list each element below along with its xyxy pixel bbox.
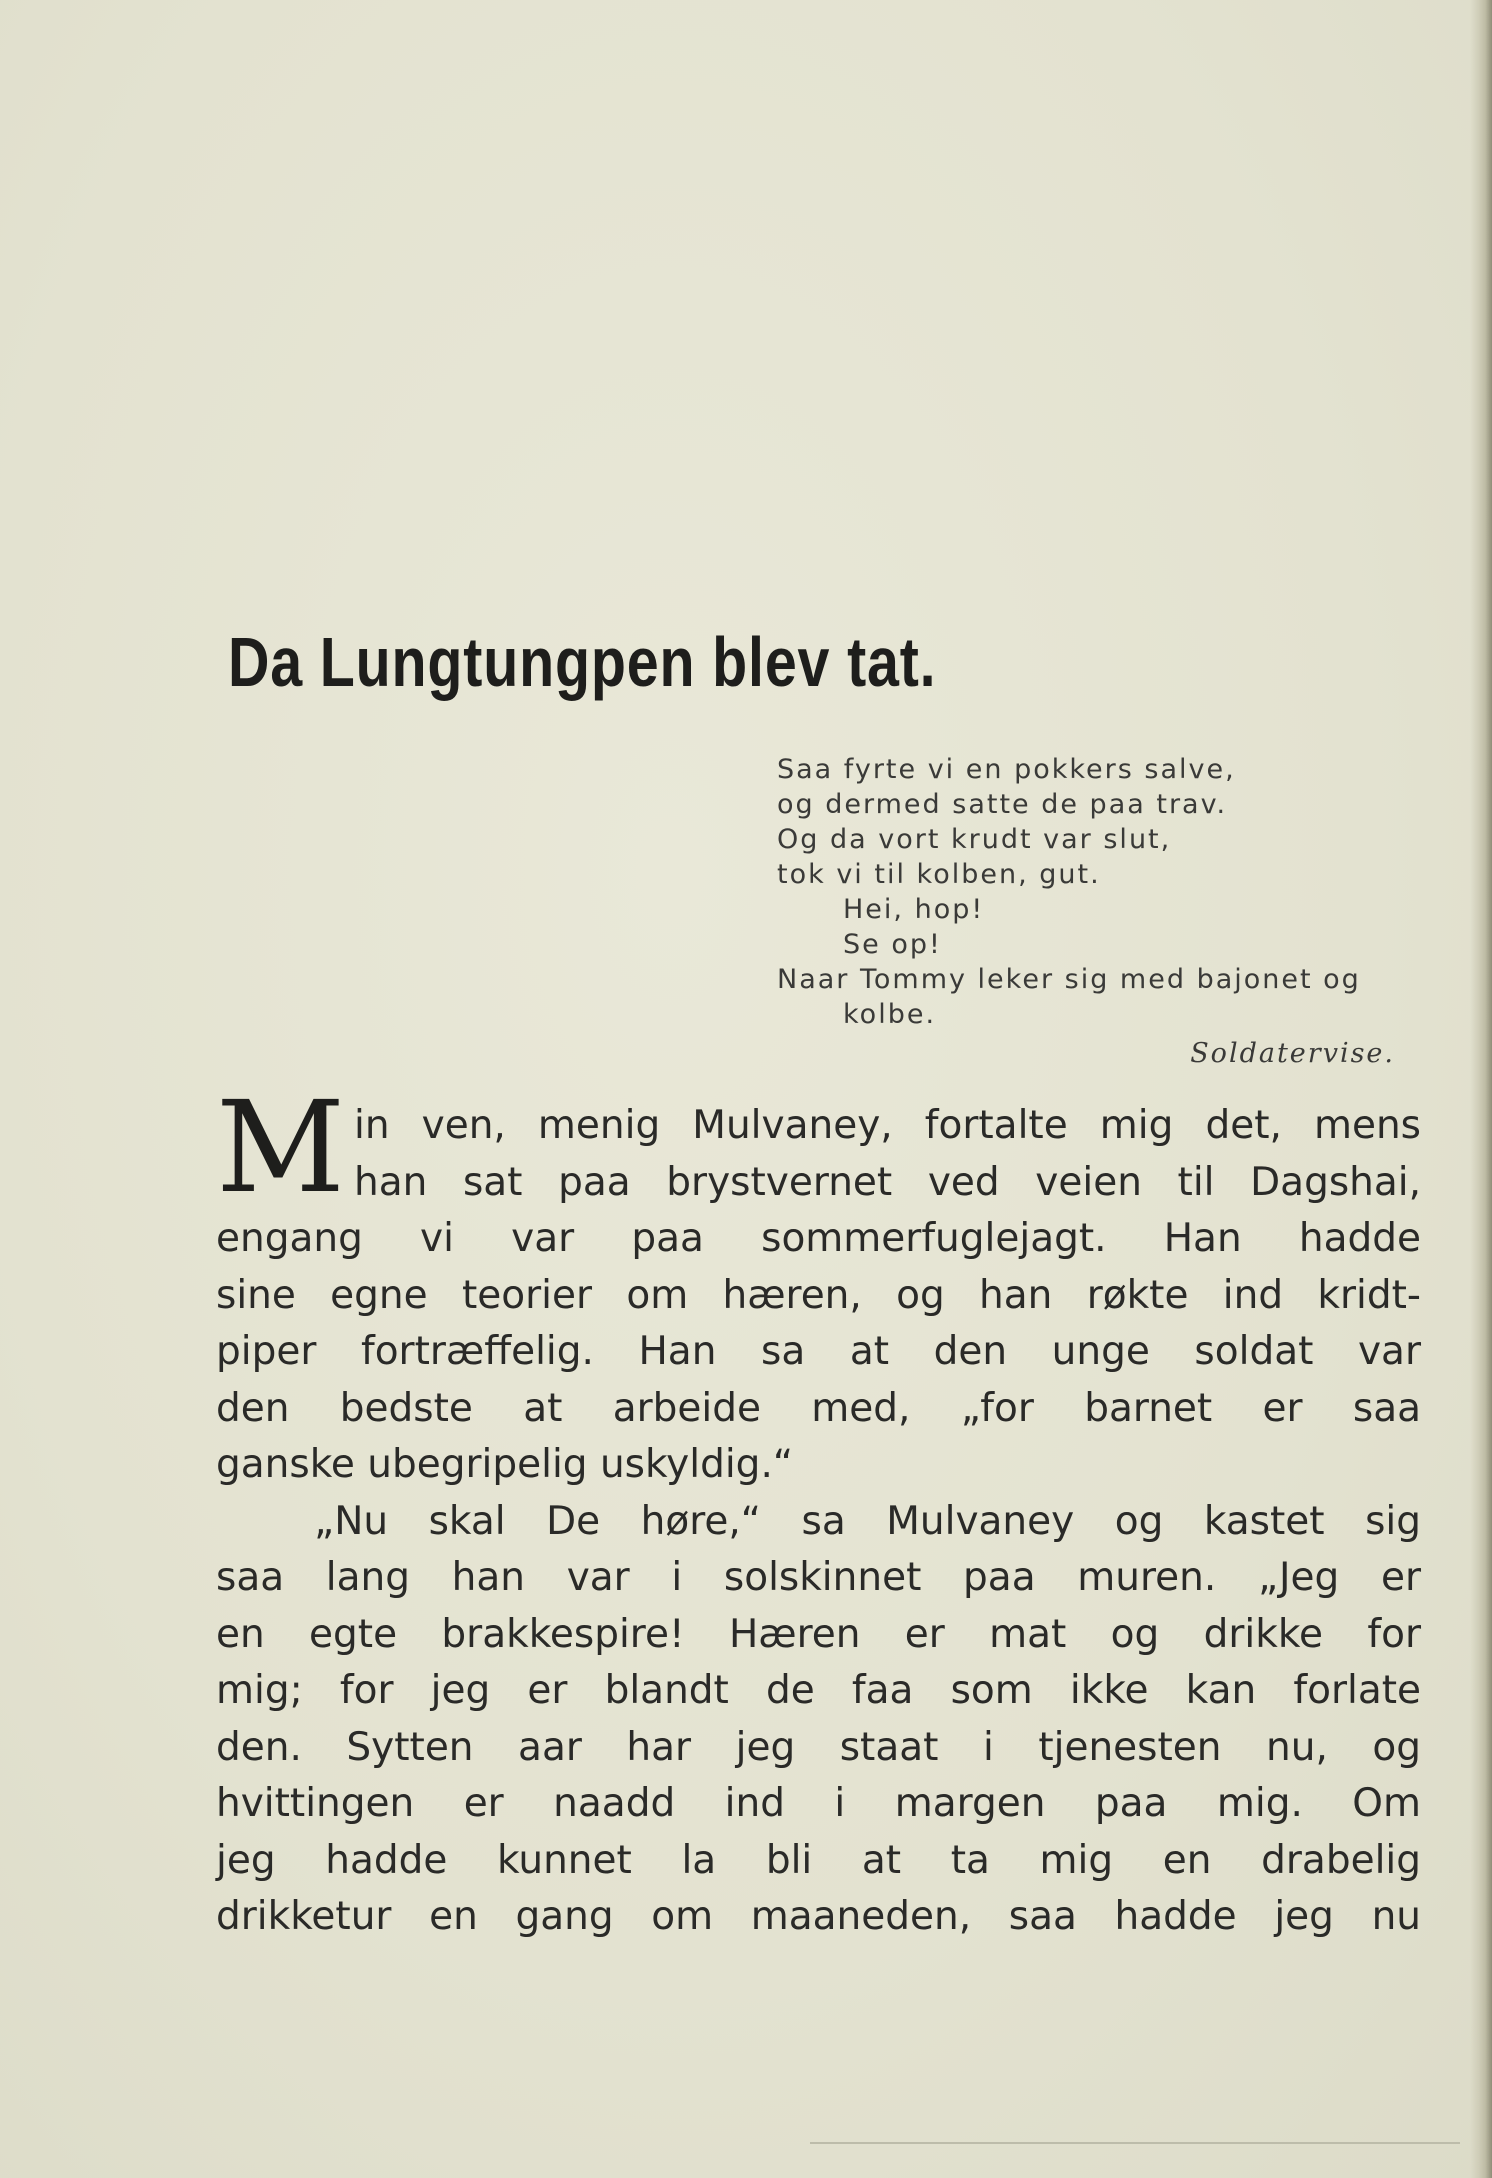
epigraph-line: Se op! [843, 929, 942, 960]
body-line: mig; for jeg er blandt de faa som ikke kan forlate [216, 1668, 1421, 1713]
epigraph-line: Hei, hop! [843, 894, 985, 925]
body-line: ganske ubegripelig uskyldig.“ [216, 1442, 794, 1487]
body-line: en egte brakkespire! Hæren er mat og drikke for [216, 1611, 1421, 1657]
epigraph-line: tok vi til kolben, gut. [777, 859, 1101, 890]
chapter-title: Da Lungtungpen blev tat. [228, 623, 937, 701]
epigraph-line: kolbe. [843, 999, 937, 1030]
body-line: „Nu skal De høre,“ sa Mulvaney og kastet sig [314, 1498, 1421, 1544]
epigraph-line: og dermed satte de paa trav. [777, 789, 1228, 820]
body-line: han sat paa brystvernet ved veien til Dagshai, [354, 1159, 1421, 1205]
body-line: engang vi var paa sommerfuglejagt. Han hadde [216, 1216, 1421, 1261]
body-line: in ven, menig Mulvaney, fortalte mig det, mens [354, 1103, 1421, 1148]
body-line: jeg hadde kunnet la bli at ta mig en drabelig [216, 1837, 1421, 1883]
body-line: sine egne teorier om hæren, og han røkte ind kridt- [216, 1272, 1421, 1318]
epigraph [777, 752, 1447, 1071]
body-line: saa lang han var i solskinnet paa muren. „Jeg er [216, 1555, 1421, 1600]
body-line: drikketur en gang om maaneden, saa hadde jeg nu [216, 1894, 1421, 1939]
body-line: den bedste at arbeide med, „for barnet er saa [216, 1385, 1421, 1431]
page-edge-shadow [1470, 0, 1492, 2178]
body-line: hvittingen er naadd ind i margen paa mig. Om [216, 1781, 1421, 1826]
epigraph-source: Soldatervise. [1190, 1038, 1395, 1069]
epigraph-line: Saa fyrte vi en pokkers salve, [777, 754, 1236, 785]
drop-cap: M [216, 1074, 346, 1221]
bottom-rule [810, 2142, 1460, 2144]
epigraph-line: Og da vort krudt var slut, [777, 824, 1172, 855]
epigraph-line: Naar Tommy leker sig med bajonet og [777, 964, 1361, 995]
body-line: piper fortræffelig. Han sa at den unge soldat var [216, 1329, 1421, 1374]
body-line: den. Sytten aar har jeg staat i tjenesten nu, og [216, 1724, 1421, 1770]
body-text [216, 1098, 1421, 1946]
